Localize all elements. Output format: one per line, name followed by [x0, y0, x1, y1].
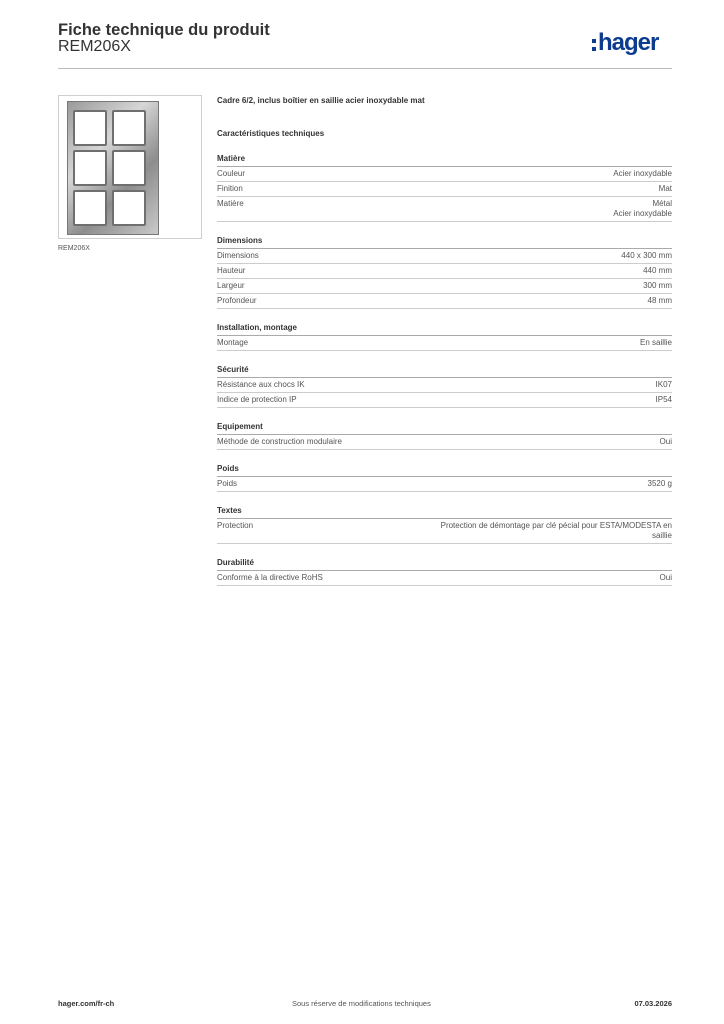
spec-value	[613, 199, 672, 219]
spec-label: Protection	[217, 521, 254, 530]
frame-slot	[112, 190, 146, 226]
spec-label: Profondeur	[217, 296, 257, 305]
image-caption: REM206X	[58, 245, 90, 252]
spec-row	[217, 167, 672, 182]
spec-value-line: Protection de démontage par clé pécial pour ESTA/MODESTA en	[440, 521, 672, 530]
spec-row	[217, 264, 672, 279]
section-heading: Textes	[217, 506, 672, 519]
spec-value	[640, 338, 672, 348]
spec-value-line: En saillie	[639, 338, 672, 347]
frame-slot	[73, 190, 107, 226]
section-heading: Durabilité	[217, 558, 672, 571]
spec-row	[217, 197, 672, 222]
spec-value-line: Acier inoxydable	[613, 209, 672, 218]
spec-label: Indice de protection IP	[217, 395, 297, 404]
spec-value-line: Métal	[652, 199, 672, 208]
section-heading: Installation, montage	[217, 323, 672, 336]
spec-row	[217, 249, 672, 264]
hager-logo	[592, 28, 674, 58]
spec-value-line: Mat	[658, 184, 672, 193]
spec-value	[441, 521, 672, 541]
spec-content	[217, 95, 672, 586]
spec-value	[656, 380, 672, 390]
product-description: Cadre 6/2, inclus boîtier en saillie acier inoxydable mat	[217, 96, 425, 105]
spec-section	[217, 464, 672, 492]
section-heading: Matière	[217, 154, 672, 167]
spec-section	[217, 323, 672, 351]
section-heading: Sécurité	[217, 365, 672, 378]
spec-value	[613, 169, 672, 179]
spec-row	[217, 571, 672, 586]
frame-slot	[73, 150, 107, 186]
spec-sections	[217, 154, 672, 586]
spec-section	[217, 365, 672, 408]
spec-value-line: 440 x 300 mm	[621, 251, 672, 260]
spec-label: Poids	[217, 479, 238, 488]
spec-label: Matière	[217, 199, 244, 208]
spec-value	[621, 251, 672, 261]
frame-slot	[73, 110, 107, 146]
spec-row	[217, 182, 672, 197]
spec-row	[217, 279, 672, 294]
spec-label: Résistance aux chocs IK	[217, 380, 305, 389]
spec-row	[217, 477, 672, 492]
spec-value	[660, 573, 672, 583]
spec-row	[217, 393, 672, 408]
spec-value-line: Acier inoxydable	[613, 169, 672, 178]
spec-value	[643, 281, 672, 291]
spec-row	[217, 294, 672, 309]
product-code: REM206X	[58, 38, 131, 55]
footer-date: 07.03.2026	[634, 999, 672, 1008]
spec-value-line: Oui	[659, 437, 672, 446]
spec-label: Dimensions	[217, 251, 259, 260]
footer	[58, 999, 672, 1011]
spec-value	[648, 296, 672, 306]
spec-value	[643, 266, 672, 276]
spec-value-line: Oui	[659, 573, 672, 582]
frame-slot	[112, 110, 146, 146]
spec-value-line: 300 mm	[643, 281, 672, 290]
spec-row	[217, 336, 672, 351]
section-heading: Dimensions	[217, 236, 672, 249]
spec-value-line: IK07	[655, 380, 672, 389]
spec-label: Conforme à la directive RoHS	[217, 573, 323, 582]
spec-value-line: 48 mm	[647, 296, 672, 305]
frame-slot	[112, 150, 146, 186]
spec-value-line: IP54	[655, 395, 672, 404]
spec-label: Méthode de construction modulaire	[217, 437, 342, 446]
spec-label: Montage	[217, 338, 249, 347]
spec-row	[217, 378, 672, 393]
spec-value-line: 440 mm	[643, 266, 672, 275]
logo-colon-icon	[592, 39, 596, 51]
header-divider	[58, 68, 672, 69]
spec-section	[217, 236, 672, 309]
spec-label: Hauteur	[217, 266, 246, 275]
spec-label: Couleur	[217, 169, 246, 178]
frame-plate	[67, 101, 159, 235]
spec-section	[217, 506, 672, 544]
specs-title: Caractéristiques techniques	[217, 129, 325, 138]
spec-value	[659, 184, 672, 194]
spec-value	[660, 437, 672, 447]
spec-row	[217, 435, 672, 450]
section-heading: Poids	[217, 464, 672, 477]
section-heading: Equipement	[217, 422, 672, 435]
spec-label: Largeur	[217, 281, 245, 290]
product-image	[58, 95, 202, 239]
spec-section	[217, 422, 672, 450]
spec-value-line: 3520 g	[647, 479, 672, 488]
logo-text: hager	[598, 29, 659, 56]
spec-value-line: saillie	[651, 531, 672, 540]
spec-label: Finition	[217, 184, 243, 193]
spec-section	[217, 558, 672, 586]
page-title: Fiche technique du produit	[58, 21, 270, 39]
spec-section	[217, 154, 672, 222]
spec-value	[648, 479, 672, 489]
spec-row	[217, 519, 672, 544]
footer-website-link[interactable]: hager.com/fr-ch	[58, 999, 115, 1008]
spec-value	[656, 395, 672, 405]
footer-notice: Sous réserve de modifications techniques	[292, 999, 431, 1008]
